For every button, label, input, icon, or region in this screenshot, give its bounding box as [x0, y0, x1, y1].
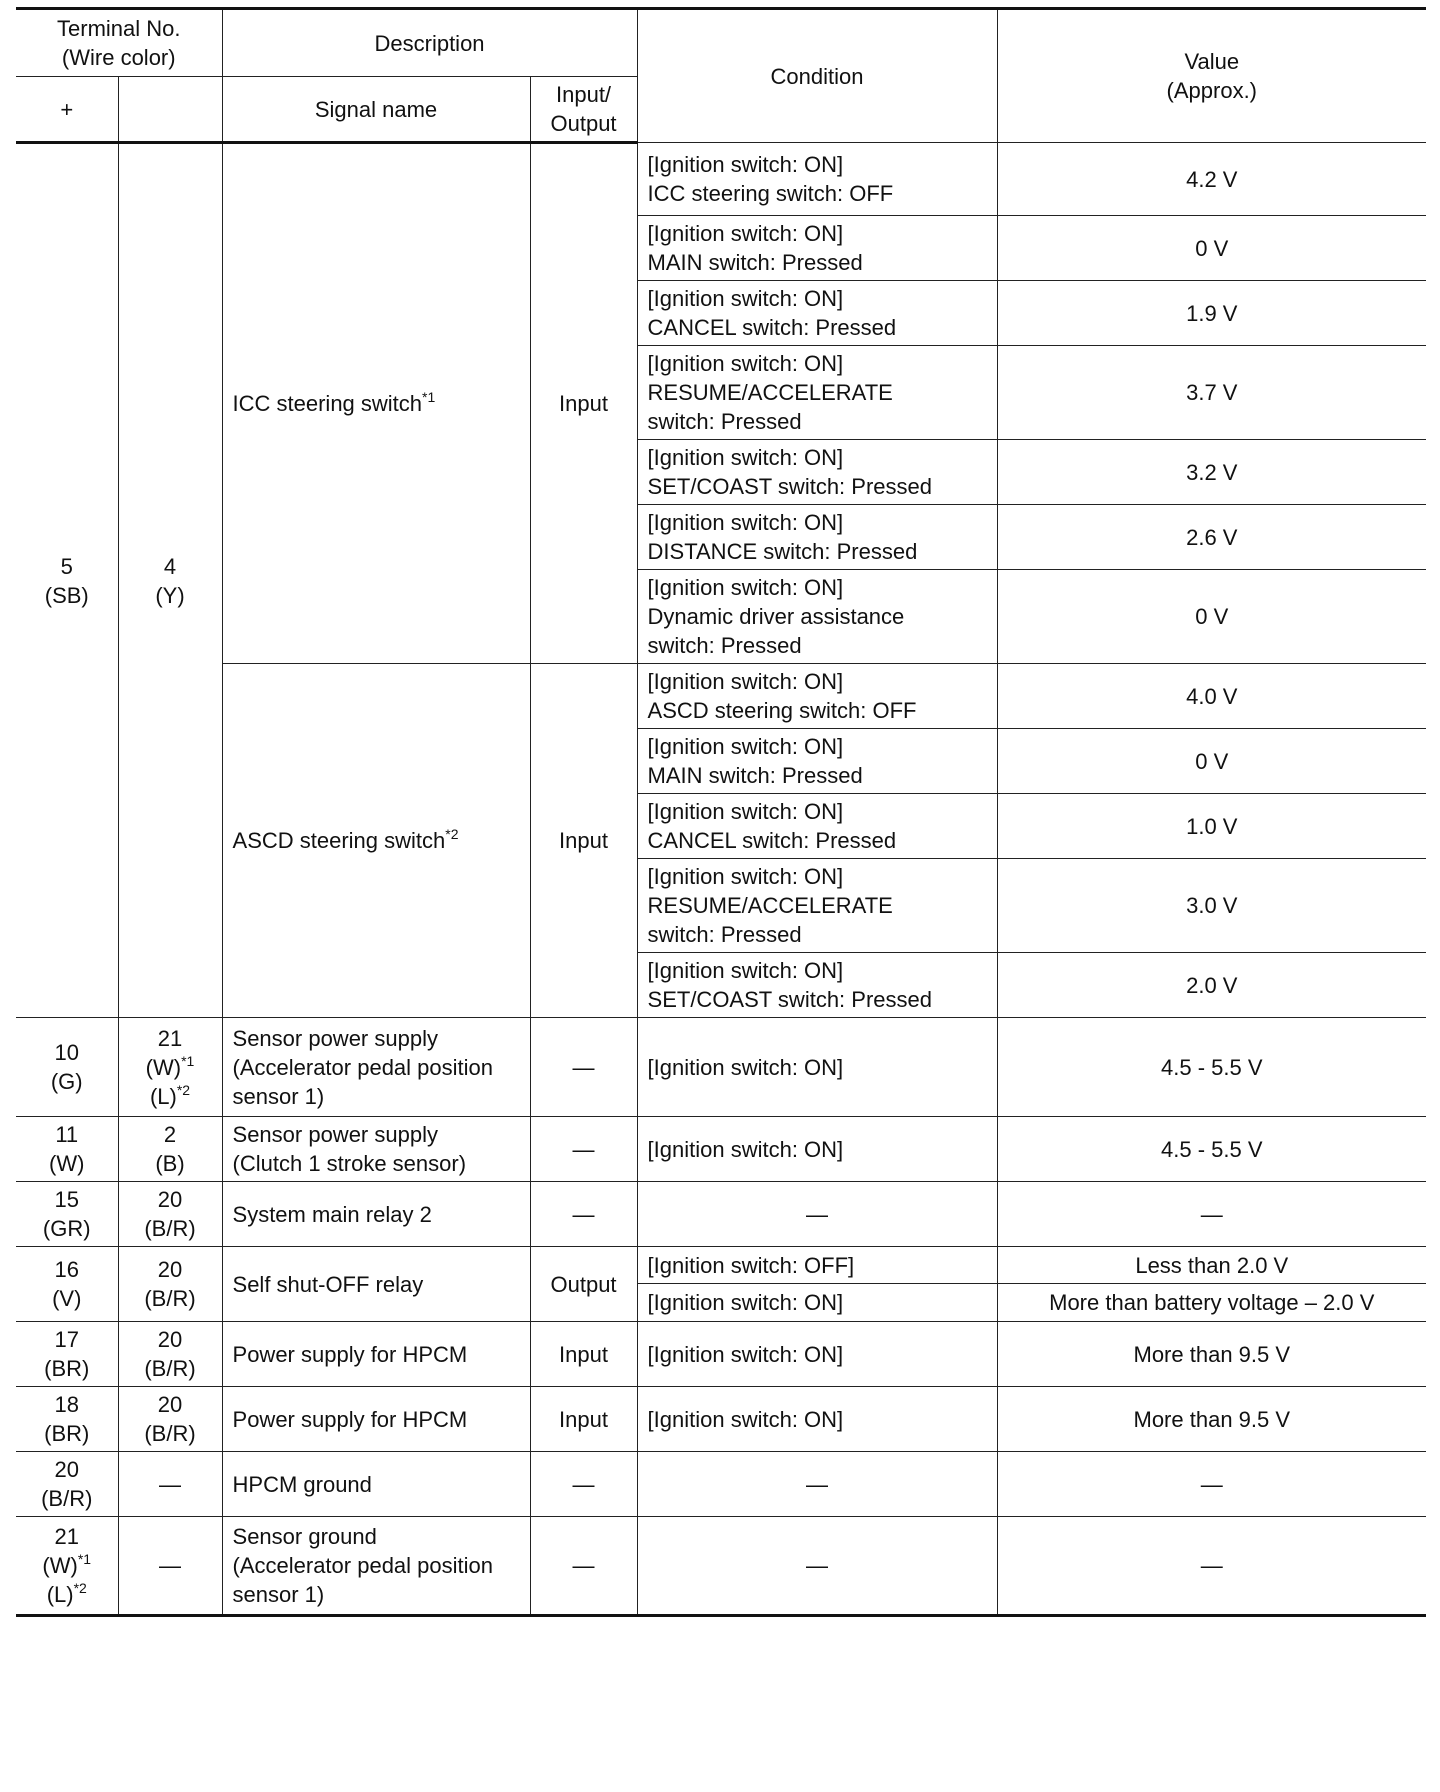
condition-cell: [Ignition switch: ON]: [637, 1117, 997, 1182]
condition-line: [Ignition switch: ON]: [647, 286, 844, 311]
wire-color: (B/R): [144, 1421, 196, 1446]
signal-name-cell: System main relay 2: [222, 1182, 530, 1247]
condition-line: [Ignition switch: ON]: [647, 958, 844, 983]
terminal-number: 11: [55, 1122, 79, 1147]
condition-cell: [637, 794, 997, 859]
terminal-minus-cell: [118, 1247, 222, 1322]
value-cell: More than 9.5 V: [997, 1387, 1426, 1452]
value-cell: More than 9.5 V: [997, 1322, 1426, 1387]
condition-line: ASCD steering switch: OFF: [647, 698, 917, 723]
value-cell: 3.2 V: [997, 440, 1426, 505]
terminal-table: [16, 7, 1426, 1617]
terminal-minus-cell: —: [118, 1517, 222, 1616]
value-cell: Less than 2.0 V: [997, 1247, 1426, 1284]
condition-line: [Ignition switch: ON]: [647, 575, 844, 600]
condition-line: DISTANCE switch: Pressed: [647, 539, 918, 564]
value-cell: 2.6 V: [997, 505, 1426, 570]
value-cell: 0 V: [997, 570, 1426, 664]
table-row: [16, 1452, 1426, 1517]
value-cell: —: [997, 1182, 1426, 1247]
value-cell: 1.0 V: [997, 794, 1426, 859]
wire-color: (BR): [44, 1356, 90, 1381]
wire-color-text: (L): [46, 1582, 74, 1607]
condition-cell: —: [637, 1517, 997, 1616]
condition-cell: [Ignition switch: OFF]: [637, 1247, 997, 1284]
terminal-plus-cell: [16, 1247, 118, 1322]
header-minus: [118, 77, 222, 143]
terminal-plus-cell: [16, 1517, 118, 1616]
footnote-marker: *2: [176, 1081, 191, 1098]
condition-line: SET/COAST switch: Pressed: [647, 474, 932, 499]
signal-name-cell: [222, 143, 530, 664]
condition-line: [Ignition switch: ON]: [647, 351, 844, 376]
header-description: Description: [222, 9, 637, 77]
wire-color: [26, 1580, 108, 1609]
input-output-cell: Input: [530, 1322, 637, 1387]
value-cell: 4.0 V: [997, 664, 1426, 729]
header-value-approx-label: (Approx.): [1166, 78, 1258, 103]
terminal-number: 4: [163, 553, 177, 579]
condition-line: switch: Pressed: [647, 409, 802, 434]
terminal-table-container: [16, 7, 1426, 1617]
terminal-number: 15: [54, 1187, 79, 1212]
header-row-1: [16, 9, 1426, 77]
value-cell: —: [997, 1452, 1426, 1517]
header-wire-color-label: (Wire color): [61, 45, 176, 70]
input-output-cell: —: [530, 1018, 637, 1117]
terminal-number: 18: [54, 1392, 79, 1417]
signal-name: sensor 1): [232, 1582, 325, 1607]
condition-line: MAIN switch: Pressed: [647, 763, 863, 788]
condition-line: [Ignition switch: ON]: [647, 669, 844, 694]
condition-cell: [637, 143, 997, 216]
signal-name: (Accelerator pedal position: [232, 1054, 493, 1080]
value-cell: 3.7 V: [997, 346, 1426, 440]
terminal-number: 20: [157, 1392, 183, 1417]
signal-name-cell: Self shut-OFF relay: [222, 1247, 530, 1322]
signal-name: ICC steering switch: [232, 391, 423, 416]
condition-cell: [637, 440, 997, 505]
signal-name-cell: [222, 1517, 530, 1616]
signal-name-cell: HPCM ground: [222, 1452, 530, 1517]
wire-color: (B/R): [144, 1286, 196, 1311]
input-output-cell: —: [530, 1452, 637, 1517]
table-row: [16, 664, 1426, 729]
wire-color: (Y): [155, 582, 185, 608]
header-value: [997, 9, 1426, 143]
condition-cell: [637, 953, 997, 1018]
terminal-number: 2: [163, 1122, 177, 1147]
terminal-minus-cell: [118, 1182, 222, 1247]
header-plus: +: [16, 77, 118, 143]
condition-line: [Ignition switch: ON]: [647, 152, 844, 177]
footnote-marker: *1: [77, 1551, 92, 1567]
header-io-line-2: Output: [550, 111, 617, 136]
condition-line: switch: Pressed: [647, 633, 802, 658]
value-cell: 1.9 V: [997, 281, 1426, 346]
terminal-minus-cell: [118, 143, 222, 1018]
condition-line: switch: Pressed: [647, 922, 802, 947]
terminal-plus-cell: [16, 1322, 118, 1387]
input-output-cell: Input: [530, 664, 637, 1018]
input-output-cell: Input: [530, 1387, 637, 1452]
signal-name-cell: [222, 1018, 530, 1117]
value-cell: 2.0 V: [997, 953, 1426, 1018]
signal-name: sensor 1): [232, 1083, 325, 1109]
signal-name-cell: [222, 664, 530, 1018]
value-cell: 0 V: [997, 729, 1426, 794]
terminal-plus-cell: [16, 1452, 118, 1517]
condition-cell: [637, 729, 997, 794]
terminal-plus-cell: [16, 1387, 118, 1452]
terminal-plus-cell: [16, 1117, 118, 1182]
footnote-marker: *2: [73, 1580, 87, 1596]
header-condition: Condition: [637, 9, 997, 143]
wire-color: (SB): [44, 582, 89, 608]
condition-line: [Ignition switch: ON]: [647, 445, 844, 470]
input-output-cell: Input: [530, 143, 637, 664]
wire-color: (B/R): [41, 1486, 93, 1511]
condition-line: [Ignition switch: ON]: [647, 864, 844, 889]
terminal-number: 5: [60, 553, 73, 579]
terminal-minus-cell: [118, 1018, 222, 1117]
value-cell: 0 V: [997, 216, 1426, 281]
wire-color: [26, 1551, 108, 1580]
table-row: [16, 1182, 1426, 1247]
terminal-number: 16: [54, 1257, 79, 1282]
value-cell: 3.0 V: [997, 859, 1426, 953]
condition-cell: [Ignition switch: ON]: [637, 1387, 997, 1452]
condition-line: Dynamic driver assistance: [647, 604, 905, 629]
header-signal-name: Signal name: [222, 77, 530, 143]
terminal-number: 10: [54, 1040, 79, 1065]
condition-cell: —: [637, 1452, 997, 1517]
condition-line: RESUME/ACCELERATE: [647, 893, 893, 918]
wire-color: (B/R): [144, 1356, 196, 1381]
condition-line: [Ignition switch: ON]: [647, 221, 844, 246]
table-row: [16, 1322, 1426, 1387]
table-row: [16, 1517, 1426, 1616]
condition-cell: [637, 859, 997, 953]
wire-color-text: (W): [42, 1553, 78, 1578]
value-cell: More than battery voltage – 2.0 V: [997, 1284, 1426, 1322]
terminal-minus-cell: [118, 1387, 222, 1452]
condition-line: [Ignition switch: ON]: [647, 734, 844, 759]
input-output-cell: —: [530, 1517, 637, 1616]
condition-cell: [637, 281, 997, 346]
terminal-plus-cell: [16, 1018, 118, 1117]
terminal-number: 20: [157, 1187, 183, 1212]
value-cell: 4.5 - 5.5 V: [997, 1117, 1426, 1182]
table-row: [16, 1117, 1426, 1182]
wire-color: (BR): [44, 1421, 90, 1446]
table-row: [16, 143, 1426, 216]
signal-name: (Accelerator pedal position: [232, 1553, 493, 1578]
terminal-plus-cell: [16, 1182, 118, 1247]
condition-cell: [637, 664, 997, 729]
input-output-cell: —: [530, 1182, 637, 1247]
value-cell: —: [997, 1517, 1426, 1616]
wire-color-text: (L): [149, 1083, 177, 1109]
condition-line: [Ignition switch: ON]: [647, 799, 844, 824]
condition-line: ICC steering switch: OFF: [647, 181, 894, 206]
header-terminal: [16, 9, 222, 77]
table-row: [16, 1247, 1426, 1284]
terminal-minus-cell: [118, 1117, 222, 1182]
terminal-plus-cell: [16, 143, 118, 1018]
table-row: [16, 1387, 1426, 1452]
condition-cell: [637, 505, 997, 570]
condition-cell: [637, 216, 997, 281]
signal-name-cell: [222, 1117, 530, 1182]
terminal-number: 20: [157, 1257, 183, 1282]
wire-color: (B/R): [144, 1216, 196, 1241]
footnote-marker: *2: [445, 826, 459, 842]
terminal-number: 21: [157, 1025, 183, 1051]
condition-cell: —: [637, 1182, 997, 1247]
signal-name: ASCD steering switch: [232, 828, 446, 853]
condition-cell: [Ignition switch: ON]: [637, 1322, 997, 1387]
terminal-number: 17: [54, 1327, 79, 1352]
signal-name-cell: Power supply for HPCM: [222, 1322, 530, 1387]
condition-line: MAIN switch: Pressed: [647, 250, 863, 275]
value-cell: 4.2 V: [997, 143, 1426, 216]
terminal-number: 21: [54, 1524, 79, 1549]
header-input-output: [530, 77, 637, 143]
footnote-marker: *1: [422, 389, 436, 405]
signal-name: Sensor power supply: [232, 1025, 438, 1051]
condition-line: [Ignition switch: ON]: [647, 510, 844, 535]
condition-line: RESUME/ACCELERATE: [647, 380, 893, 405]
terminal-number: 20: [54, 1457, 79, 1482]
terminal-minus-cell: [118, 1322, 222, 1387]
header-value-label: Value: [1184, 49, 1240, 74]
input-output-cell: —: [530, 1117, 637, 1182]
terminal-number: 20: [157, 1327, 183, 1352]
signal-name-cell: Power supply for HPCM: [222, 1387, 530, 1452]
wire-color: (W): [49, 1151, 85, 1176]
condition-cell: [Ignition switch: ON]: [637, 1018, 997, 1117]
condition-line: SET/COAST switch: Pressed: [647, 987, 932, 1012]
condition-cell: [637, 346, 997, 440]
signal-name: Sensor power supply: [232, 1122, 438, 1147]
condition-cell: [637, 570, 997, 664]
table-row: [16, 1018, 1426, 1117]
wire-color: [129, 1082, 212, 1111]
condition-line: CANCEL switch: Pressed: [647, 315, 897, 340]
input-output-cell: Output: [530, 1247, 637, 1322]
wire-color: (G): [50, 1069, 83, 1094]
wire-color: (GR): [42, 1216, 91, 1241]
wire-color: [129, 1053, 212, 1082]
terminal-minus-cell: —: [118, 1452, 222, 1517]
condition-cell: [Ignition switch: ON]: [637, 1284, 997, 1322]
wire-color: (B): [155, 1151, 185, 1176]
condition-line: CANCEL switch: Pressed: [647, 828, 897, 853]
signal-name: Sensor ground: [232, 1524, 377, 1549]
value-cell: 4.5 - 5.5 V: [997, 1018, 1426, 1117]
wire-color: (V): [52, 1286, 82, 1311]
signal-name: (Clutch 1 stroke sensor): [232, 1151, 467, 1176]
wire-color-text: (W): [145, 1054, 182, 1080]
footnote-marker: *1: [181, 1052, 195, 1069]
header-terminal-label: Terminal No.: [57, 16, 181, 41]
header-io-line-1: Input/: [556, 82, 612, 107]
